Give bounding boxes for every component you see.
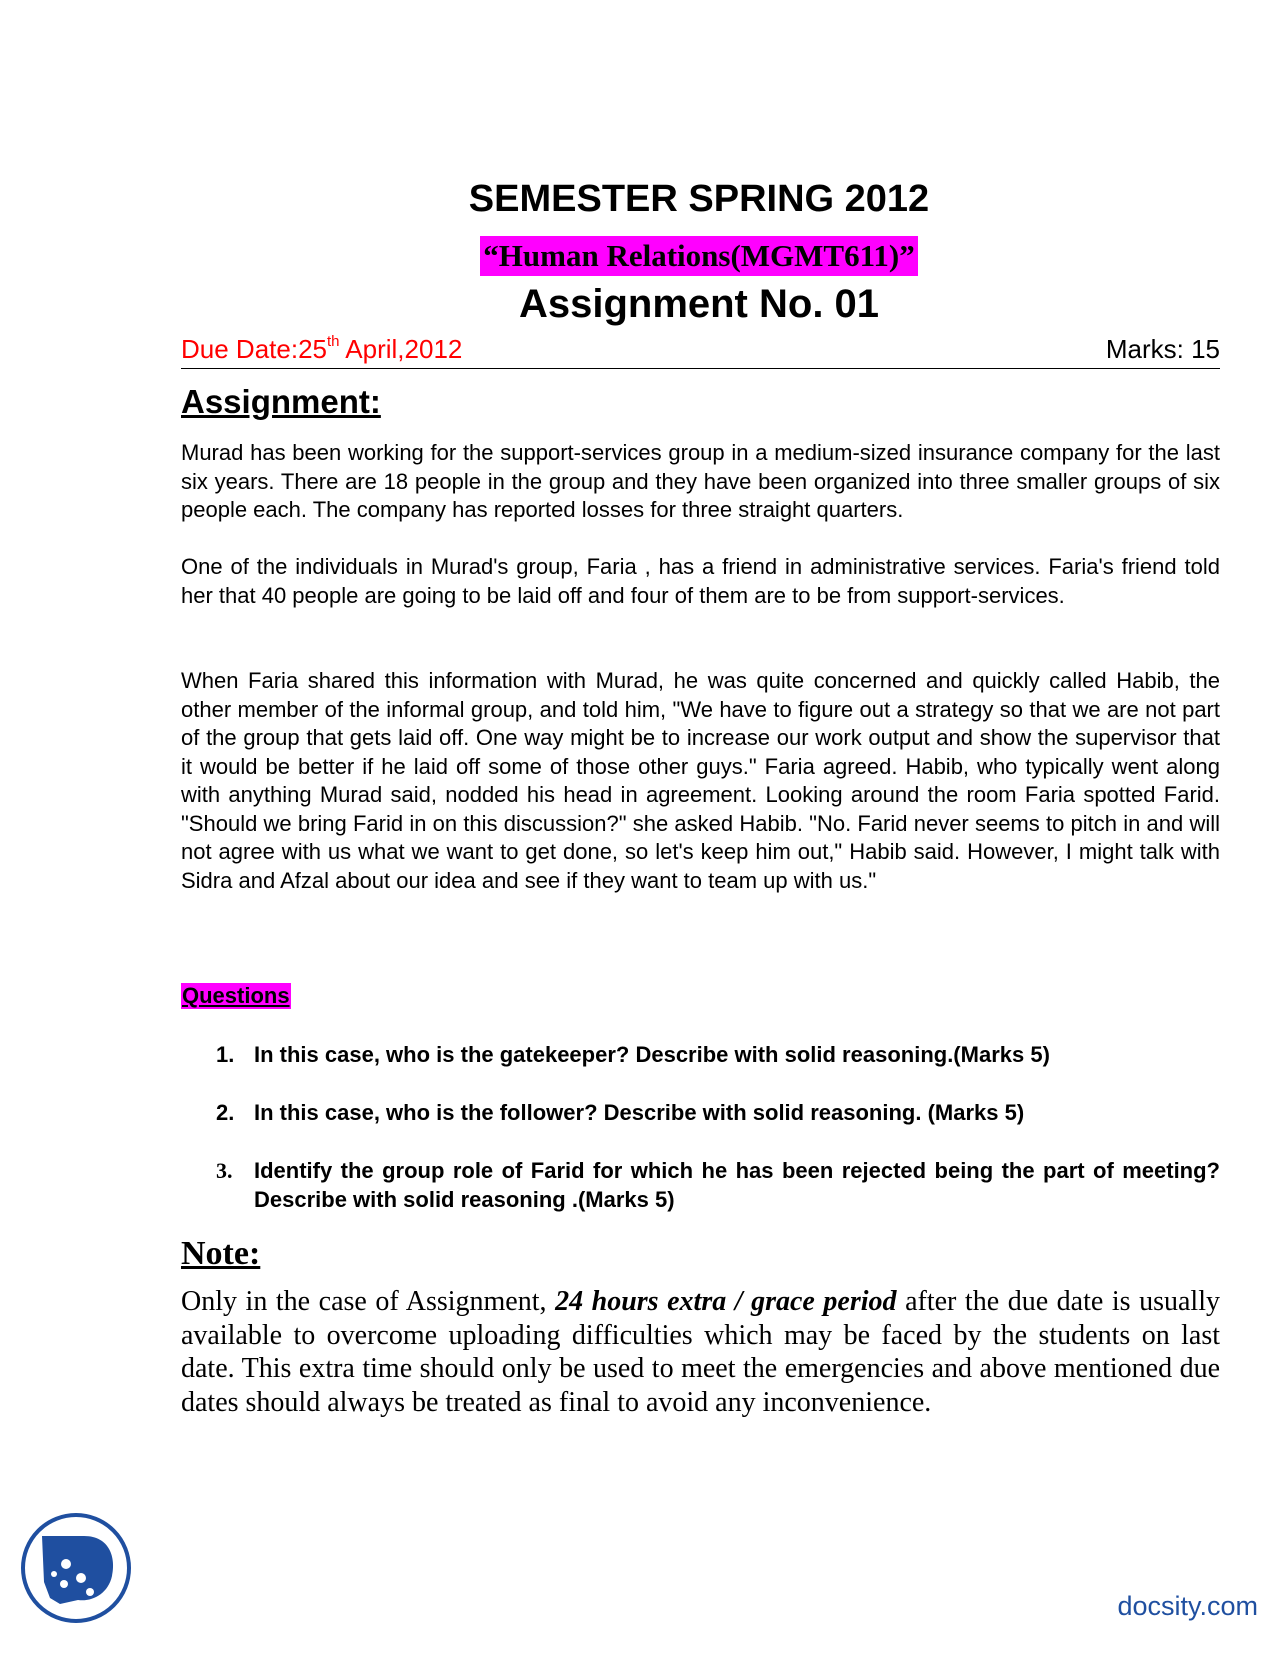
- question-text: In this case, who is the follower? Describe with solid reasoning. (Marks 5): [254, 1100, 1025, 1125]
- case-paragraph: One of the individuals in Murad's group, Faria , has a friend in administrative services. Faria's friend told her that 40 people are going to be laid off and four of them are to be from support-services.: [181, 554, 1220, 608]
- question-number: 3.: [216, 1158, 233, 1183]
- docsity-logo-icon: [20, 1512, 132, 1624]
- note-heading: Note:: [181, 1235, 261, 1272]
- note-emphasis: 24 hours extra / grace period: [555, 1286, 897, 1317]
- due-date: [181, 334, 462, 365]
- header-divider: [181, 368, 1220, 369]
- note-text-before: Only in the case of Assignment,: [181, 1286, 556, 1317]
- docsity-watermark[interactable]: docsity.com: [1117, 1591, 1258, 1621]
- course-title-wrap: [0, 236, 1280, 276]
- assignment-number: Assignment No. 01: [518, 282, 880, 326]
- due-date-prefix: Due Date:25: [181, 334, 327, 364]
- question-number: 1.: [216, 1042, 235, 1067]
- case-paragraph: When Faria shared this information with Murad, he was quite concerned and quickly called Habib, the other member of the informal group, and told him, "We have to figure out a strategy so that we are not part of the group that gets laid off. One way might be to increase our work output and show the supervisor that it would be better if he laid off some of those other guys." Faria agreed. Habib, who typically went along with anything Murad said, nodded his head in agreement. Looking around the room Faria spotted Farid. "Should we bring Farid in on this discussion?" she asked Habib. "No. Farid never seems to pitch in and will not agree with us what we want to get done, so let's keep him out," Habib said. However, I might talk with Sidra and Afzal about our idea and see if they want to team up with us.": [181, 668, 1220, 893]
- question-text: In this case, who is the gatekeeper? Describe with solid reasoning.(Marks 5): [254, 1042, 1050, 1067]
- questions-heading: Questions: [182, 983, 290, 1008]
- note-text-after: after the due date is usually available to overcome uploading difficulties which may be faced by the students on last date. This extra time should only be used to meet the emergencies and above mentioned due dates should always be treated as final to avoid any inconvenience.: [181, 1286, 1220, 1418]
- note-body: [181, 1285, 1220, 1419]
- question-text: Identify the group role of Farid for which he has been rejected being the part of meeting? Describe with solid reasoning .(Marks 5): [254, 1158, 1220, 1212]
- total-marks: Marks: 15: [1105, 334, 1220, 364]
- assignment-heading: Assignment:: [181, 383, 381, 420]
- question-number: 2.: [216, 1100, 235, 1125]
- due-date-suffix: April,2012: [339, 334, 463, 364]
- case-paragraph: Murad has been working for the support-services group in a medium-sized insurance company for the last six years. There are 18 people in the group and they have been organized into three smaller groups of six people each. The company has reported losses for three straight quarters.: [181, 440, 1220, 522]
- due-date-ordinal: th: [326, 333, 340, 350]
- course-title: “Human Relations(MGMT611)”: [480, 236, 917, 276]
- semester-title: SEMESTER SPRING 2012: [468, 178, 930, 220]
